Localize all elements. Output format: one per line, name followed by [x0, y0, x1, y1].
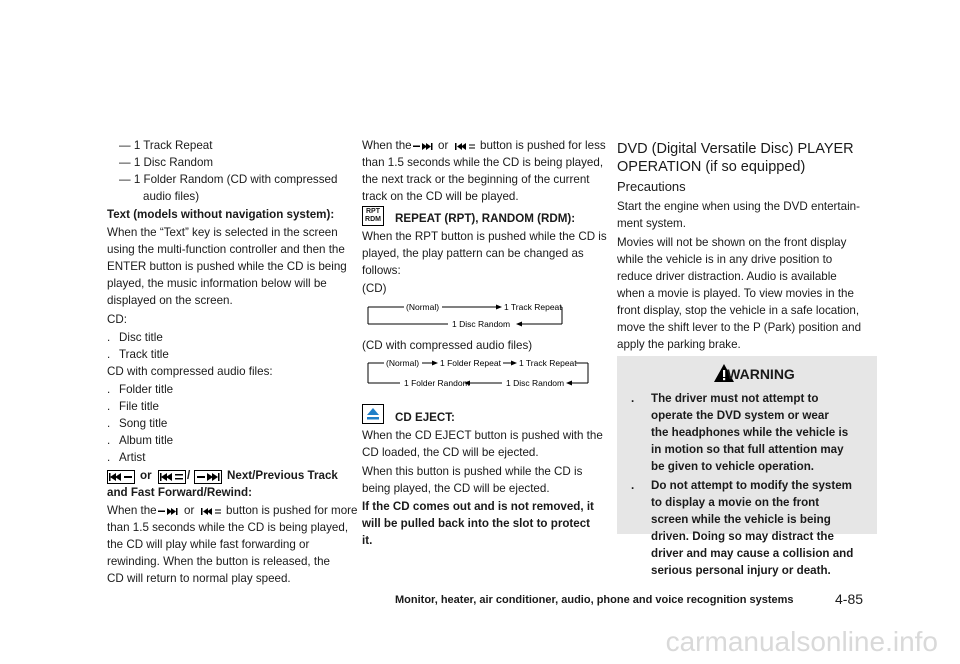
paragraph-line: the next track or the beginning of the current [362, 173, 590, 186]
paragraph-line: reduce driver distraction. Audio is available [617, 270, 837, 283]
bullet: . [631, 392, 635, 405]
paragraph-line-rest: button is pushed for more [226, 504, 358, 517]
list-item: Artist [119, 451, 146, 464]
paragraph-line: front display, stop the vehicle in a safe location, [617, 304, 860, 317]
next-previous-heading: Next/Previous Track [227, 469, 338, 482]
paragraph-line: Start the engine when using the DVD entertain- [617, 200, 860, 213]
arrow-right-icon [511, 361, 517, 366]
paragraph-line: When the CD EJECT button is pushed with the [362, 429, 603, 442]
warning-line: driver and may cause a collision and [651, 547, 854, 560]
bullet: . [107, 331, 111, 344]
diagram-normal-label: (Normal) [406, 302, 440, 312]
paragraph-line: when a movie is played. To view movies in the [617, 287, 854, 300]
arrow-left-icon [566, 381, 572, 386]
paragraph-line: while the vehicle is in any drive position to [617, 253, 833, 266]
page-number: 4-85 [835, 591, 864, 607]
paragraph-line-bold: If the CD comes out and is not removed, it [362, 500, 594, 513]
footer-section-title: Monitor, heater, air conditioner, audio, phone and voice recognition systems [395, 594, 794, 606]
seek-backward-icon [455, 142, 477, 151]
section-heading: DVD (Digital Versatile Disc) PLAYER [617, 141, 854, 157]
rdm-icon-text: RDM [365, 216, 381, 223]
paragraph-line: played, the play pattern can be changed as [362, 247, 584, 260]
diagram-track-repeat-label: 1 Track Repeat [519, 358, 577, 368]
paragraph-line-bold: it. [362, 534, 373, 547]
warning-title: WARNING [727, 366, 795, 382]
warning-line: in motion so that full attention may [651, 443, 844, 456]
paragraph-line: using the multi-function controller and then the [107, 243, 345, 256]
cd-play-pattern-diagram [366, 300, 598, 332]
cd-label: CD: [107, 313, 127, 326]
arrow-right-icon [496, 305, 502, 310]
paragraph-line-rest: button is pushed for less [480, 139, 606, 152]
paragraph-line: Movies will not be shown on the front display [617, 236, 847, 249]
slash-label: / [187, 469, 191, 482]
seek-fold-back-button-icon [158, 470, 186, 484]
paragraph-line-bold: will be pulled back into the slot to protect [362, 517, 591, 530]
list-item: Album title [119, 434, 174, 447]
list-item: — 1 Disc Random [119, 156, 214, 169]
bullet: . [107, 400, 111, 413]
paragraph-line: CD loaded, the CD will be ejected. [362, 446, 539, 459]
paragraph-line-when: When the [362, 139, 412, 152]
warning-line: Do not attempt to modify the system [651, 479, 852, 492]
seek-forward-icon [158, 507, 182, 516]
bullet: . [107, 348, 111, 361]
paragraph-line: played, the music information below will be [107, 277, 327, 290]
list-item: Folder title [119, 383, 174, 396]
compressed-label: (CD with compressed audio files) [362, 339, 533, 352]
paragraph-line: follows: [362, 264, 401, 277]
bullet: . [631, 479, 635, 492]
paragraph-line: track on the CD will be played. [362, 190, 519, 203]
paragraph-line: ment system. [617, 217, 686, 230]
warning-line: the headphones while the vehicle is [651, 426, 849, 439]
track-next-button-icon [194, 470, 222, 484]
rpt-icon-text: RPT [366, 208, 380, 215]
paragraph-line: CD will return to normal play speed. [107, 572, 291, 585]
warning-line: driven. Doing so may distract the [651, 530, 834, 543]
warning-line: serious personal injury or death. [651, 564, 831, 577]
warning-line: operate the DVD system or wear [651, 409, 829, 422]
seek-backward-icon [201, 507, 223, 516]
rpt-heading: REPEAT (RPT), RANDOM (RDM): [395, 212, 576, 225]
list-item-continuation: audio files) [143, 190, 200, 203]
compressed-label: CD with compressed audio files: [107, 365, 273, 378]
or-label: or [438, 139, 449, 152]
paragraph-line: ENTER button is pushed while the CD is being [107, 260, 347, 273]
paragraph-line: than 1.5 seconds while the CD is being played, [362, 156, 604, 169]
list-item: — 1 Track Repeat [119, 139, 213, 152]
or-label: or [184, 504, 195, 517]
paragraph-line: When the RPT button is pushed while the CD is [362, 230, 607, 243]
eject-heading: CD EJECT: [395, 411, 455, 424]
text-heading: Text (models without navigation system): [107, 208, 335, 221]
diagram-folder-repeat-label: 1 Folder Repeat [440, 358, 501, 368]
or-label: or [140, 469, 152, 482]
paragraph-line: move the shift lever to the P (Park) position and [617, 321, 862, 334]
paragraph-line: than 1.5 seconds while the CD is being played, [107, 521, 349, 534]
warning-line: screen while the vehicle is being [651, 513, 831, 526]
paragraph-line: apply the parking brake. [617, 338, 741, 351]
paragraph-line-when: When the [107, 504, 157, 517]
diagram-repeat-label: 1 Track Repeat [504, 302, 562, 312]
arrow-right-icon [432, 361, 438, 366]
eject-button-icon [362, 404, 384, 424]
paragraph-line: When the “Text” key is selected in the screen [107, 226, 338, 239]
next-previous-heading-line2: and Fast Forward/Rewind: [107, 486, 252, 499]
list-item: Disc title [119, 331, 163, 344]
seek-forward-icon [413, 142, 437, 151]
warning-line: to display a movie on the front [651, 496, 820, 509]
bullet: . [107, 417, 111, 430]
list-item: File title [119, 400, 159, 413]
paragraph-line: the CD will play while fast forwarding or [107, 538, 310, 551]
rpt-rdm-button-icon [362, 206, 384, 226]
compressed-play-pattern-diagram [366, 356, 602, 390]
cd-label: (CD) [362, 282, 387, 295]
list-item: Song title [119, 417, 168, 430]
seek-back-button-icon [107, 470, 135, 484]
diagram-disc-random-label: 1 Disc Random [506, 378, 565, 388]
section-heading: OPERATION (if so equipped) [617, 159, 806, 175]
warning-line: be given to vehicle operation. [651, 460, 814, 473]
watermark: carmanualsonline.info [665, 626, 938, 657]
diagram-normal-label: (Normal) [386, 358, 420, 368]
warning-line: The driver must not attempt to [651, 392, 819, 405]
list-item: — 1 Folder Random (CD with compressed [119, 173, 338, 186]
diagram-random-label: 1 Disc Random [452, 319, 511, 329]
paragraph-line: When this button is pushed while the CD is [362, 465, 583, 478]
paragraph-line: being played, the CD will be ejected. [362, 482, 550, 495]
bullet: . [107, 434, 111, 447]
bullet: . [107, 383, 111, 396]
paragraph-line: displayed on the screen. [107, 294, 233, 307]
paragraph-line: rewinding. When the button is released, the [107, 555, 330, 568]
arrow-left-icon [516, 322, 522, 327]
list-item: Track title [119, 348, 169, 361]
bullet: . [107, 451, 111, 464]
diagram-folder-random-label: 1 Folder Random [404, 378, 470, 388]
subheading: Precautions [617, 179, 686, 194]
